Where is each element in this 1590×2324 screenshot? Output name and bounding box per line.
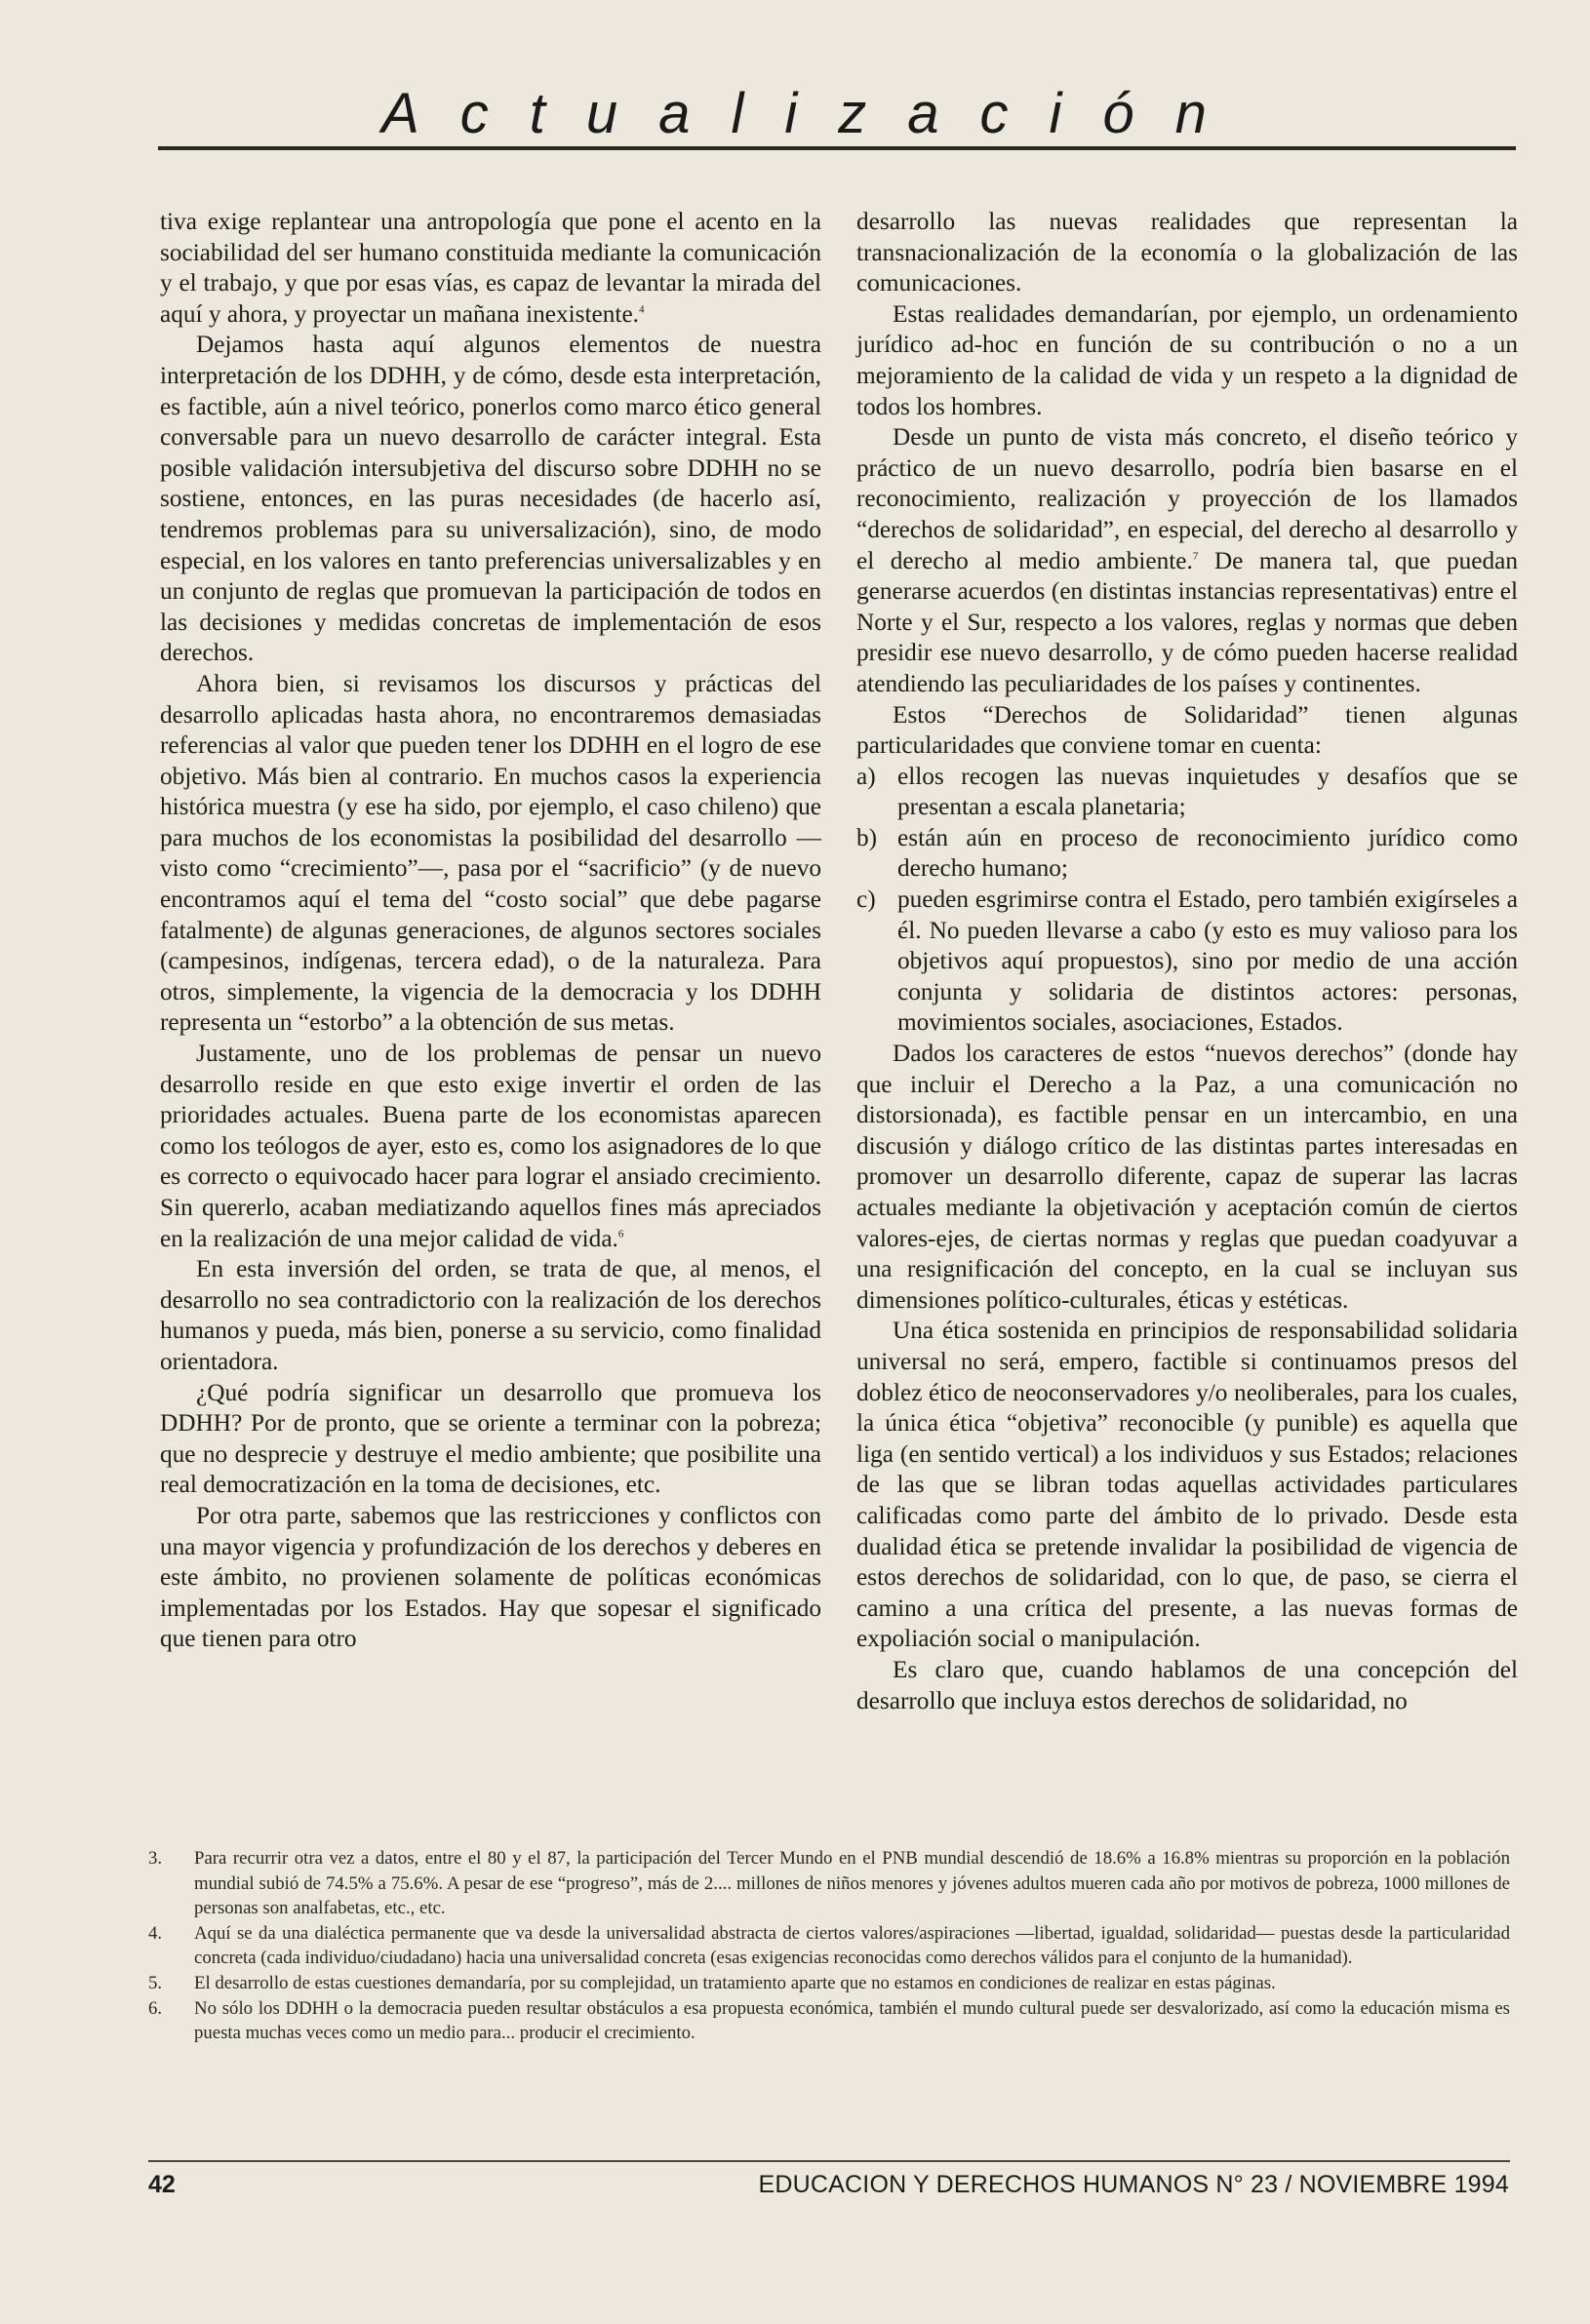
footnote [148, 1846, 1510, 1921]
footnote-ref: 6 [617, 1228, 624, 1241]
paragraph: Dejamos hasta aquí algunos elementos de nuestra interpretación de los DDHH, y de cómo, desde esta interpretación, es factible, aún a nivel teórico, ponerlos como marco ético general conversable para un nuevo desarrollo de carácter integral. Esta posible validación intersubjetiva del discurso sobre DDHH no se sostiene, entonces, en las puras necesidades (de hacerlo así, tendremos problemas para su universalización), sino, de modo especial, en los valores en tanto preferencias universalizables y en un conjunto de reglas que promuevan la participación de todos en las decisiones y medidas concretas de implementación de esos derechos. [160, 331, 821, 667]
paragraph: Por otra parte, sabemos que las restricciones y conflictos con una mayor vigencia y profundización de los derechos y deberes en este ámbito, no provienen solamente de políticas económicas implementadas por los Estados. Hay que sopesar el significado que tienen para otro [160, 1501, 821, 1653]
paragraph [856, 422, 1518, 699]
footnote [148, 1996, 1510, 2046]
paragraph: Es claro que, cuando hablamos de una concepción del desarrollo que incluya estos derechos de solidaridad, no [856, 1655, 1518, 1714]
journal-citation: EDUCACION Y DERECHOS HUMANOS N° 23 / NOVIEMBRE 1994 [758, 2171, 1509, 2198]
paragraph-text: Justamente, uno de los problemas de pensar un nuevo desarrollo reside en que esto exige invertir el orden de las prioridades actuales. Buena parte de los economistas aparecen como los teólogos de ayer, esto es, como los asignadores de lo que es correcto o equivocado hacer para lograr el ansiado crecimiento. Sin quererlo, acaban mediatizando aquellos fines más apreciados en la realización de una mejor calidad de vida. [160, 1040, 821, 1252]
paragraph: ¿Qué podría significar un desarrollo que promueva los DDHH? Por de pronto, que se oriente a terminar con la pobreza; que no desprecie y destruye el medio ambiente; que posibilite una real democratización en la toma de decisiones, etc. [160, 1378, 821, 1499]
paragraph [160, 207, 821, 330]
list-marker: a) [856, 762, 876, 790]
paragraph-text: tiva exige replantear una antropología que pone el acento en la sociabilidad del ser humano constituida mediante la comunicación y el trabajo, y que por esas vías, es capaz de levantar la mirada del aquí y ahora, y proyectar un mañana inexistente. [160, 208, 821, 328]
footnote-text: Para recurrir otra vez a datos, entre el 80 y el 87, la participación del Tercer Mundo en el PNB mundial descendió de 18.6% a 16.8% mientras su proporción en la población mundial subió de 74.5% a 75.6%. A pesar de ese “progreso”, más de 2.... millones de niños menores y jóvenes adultos mueren cada año por motivos de pobreza, 1000 millones de personas son analfabetas, etc., etc. [194, 1848, 1510, 1919]
paragraph [160, 1039, 821, 1254]
list-item-text: están aún en proceso de reconocimiento jurídico como derecho humano; [897, 823, 1518, 883]
footnote [148, 1971, 1510, 1996]
list-item [856, 762, 1518, 823]
footnote-text: Aquí se da una dialéctica permanente que va desde la universalidad abstracta de ciertos valores/aspiraciones —libertad, igualdad, solidaridad— puestas desde la particularidad concreta (cada individuo/ciudadano) hacia una universalidad concreta (esas exigencias reconocidas como derechos válidos para el conjunto de la humanidad). [194, 1922, 1510, 1969]
footnote-number: 6. [148, 1997, 163, 2019]
paragraph: Ahora bien, si revisamos los discursos y prácticas del desarrollo aplicadas hasta ahora, no encontraremos demasiadas referencias al valor que pueden tener los DDHH en el logro de ese objetivo. Más bien al contrario. En muchos casos la experiencia histórica muestra (y ese ha sido, por ejemplo, el caso chileno) que para muchos de los economistas la posibilidad del desarrollo —visto como “crecimiento”—, pasa por el “sacrificio” (y de nuevo encontramos aquí el tema del “costo social” que debe pagarse fatalmente) de algunas generaciones, de algunos sectores sociales (campesinos, indígenas, tercera edad), o de la naturaleza. Para otros, simplemente, la vigencia de la democracia y los DDHH representa un “estorbo” a la obtención de sus metas. [160, 669, 821, 1037]
footnote-number: 5. [148, 1972, 163, 1993]
footnote [148, 1921, 1510, 1971]
footnote-text: No sólo los DDHH o la democracia pueden resultar obstáculos a esa propuesta económica, también el mundo cultural puede ser desvalorizado, así como la educación misma es puesta muchas veces como un medio para... producir el crecimiento. [194, 1997, 1510, 2044]
left-column [160, 207, 821, 1655]
paragraph: Estas realidades demandarían, por ejemplo, un ordenamiento jurídico ad-hoc en función de su contribución o no a un mejoramiento de la calidad de vida y un respeto a la dignidad de todos los hombres. [856, 299, 1518, 420]
paragraph-text: Desde un punto de vista más concreto, el diseño teórico y práctico de un nuevo desarrollo, podría bien basarse en el reconocimiento, realización y proyección de los llamados “derechos de solidaridad”, en especial, del derecho al desarrollo y el derecho al medio ambiente. [856, 423, 1518, 574]
list-item-text: ellos recogen las nuevas inquietudes y desafíos que se presentan a escala planetaria; [897, 762, 1518, 821]
list-marker: b) [856, 823, 878, 851]
footnote-text: El desarrollo de estas cuestiones demandaría, por su complejidad, un tratamiento aparte que no estamos en condiciones de realizar en estas páginas. [194, 1972, 1276, 1993]
header-rule [158, 146, 1516, 150]
list-marker: c) [856, 886, 876, 914]
list-item [856, 885, 1518, 1039]
paragraph: Dados los caracteres de estos “nuevos derechos” (donde hay que incluir el Derecho a la Paz, a una comunicación no distorsionada), es factible pensar en un intercambio, en una discusión y diálogo crítico de las distintas partes interesadas en promover un desarrollo diferente, capaz de superar las lacras actuales mediante la objetivación y aceptación común de ciertos valores-ejes, de ciertas normas y reglas que puedan coadyuvar a una resignificación del concepto, en la cual se incluyan sus dimensiones político-culturales, éticas y estéticas. [856, 1040, 1518, 1314]
list-item-text: pueden esgrimirse contra el Estado, pero también exigírseles a él. No pueden llevarse a cabo (y esto es muy valioso para los objetivos aquí propuestos), sino por medio de una acción conjunta y solidaria de distintos actores: personas, movimientos sociales, asociaciones, Estados. [897, 886, 1518, 1037]
footnote-number: 3. [148, 1848, 163, 1869]
footnote-ref: 4 [639, 303, 645, 316]
footer-rule [148, 2160, 1510, 2162]
paragraph: Estos “Derechos de Solidaridad” tienen algunas particularidades que conviene tomar en cuenta: [856, 700, 1518, 760]
paragraph: En esta inversión del orden, se trata de que, al menos, el desarrollo no sea contradictorio con la realización de los derechos humanos y pueda, más bien, ponerse a su servicio, como finalidad orientadora. [160, 1255, 821, 1375]
list-item [856, 823, 1518, 885]
footnote-number: 4. [148, 1922, 163, 1944]
paragraph: desarrollo las nuevas realidades que representan la transnacionalización de la economía o la globalización de las comunicaciones. [856, 208, 1518, 297]
right-column [856, 207, 1518, 1716]
page-number: 42 [148, 2171, 176, 2198]
section-header-title: Actualización [381, 82, 1248, 145]
footnotes [148, 1846, 1510, 2046]
paragraph-text: De manera tal, que puedan generarse acuerdos (en distintas instancias representativas) entre el Norte y el Sur, respecto a los valores, reglas y normas que deben presidir ese nuevo desarrollo, y de cómo pueden hacerse realidad atendiendo las peculiaridades de los países y continentes. [856, 546, 1518, 697]
paragraph: Una ética sostenida en principios de responsabilidad solidaria universal no será, empero, factible si continuamos presos del doblez ético de neoconservadores y/o neoliberales, para los cuales, la única ética “objetiva” reconocible (y punible) es aquella que liga (en sentido vertical) a los individuos y sus Estados; relaciones de las que se libran todas aquellas actividades particulares calificadas como parte del ámbito de lo privado. Desde esta dualidad ética se pretende invalidar la posibilidad de vigencia de estos derechos de solidaridad, con lo que, de paso, se cierra el camino a una crítica del presente, a las nuevas formas de expoliación social o manipulación. [856, 1317, 1518, 1653]
footnote-ref: 7 [1192, 550, 1199, 563]
rights-list [856, 762, 1518, 1039]
